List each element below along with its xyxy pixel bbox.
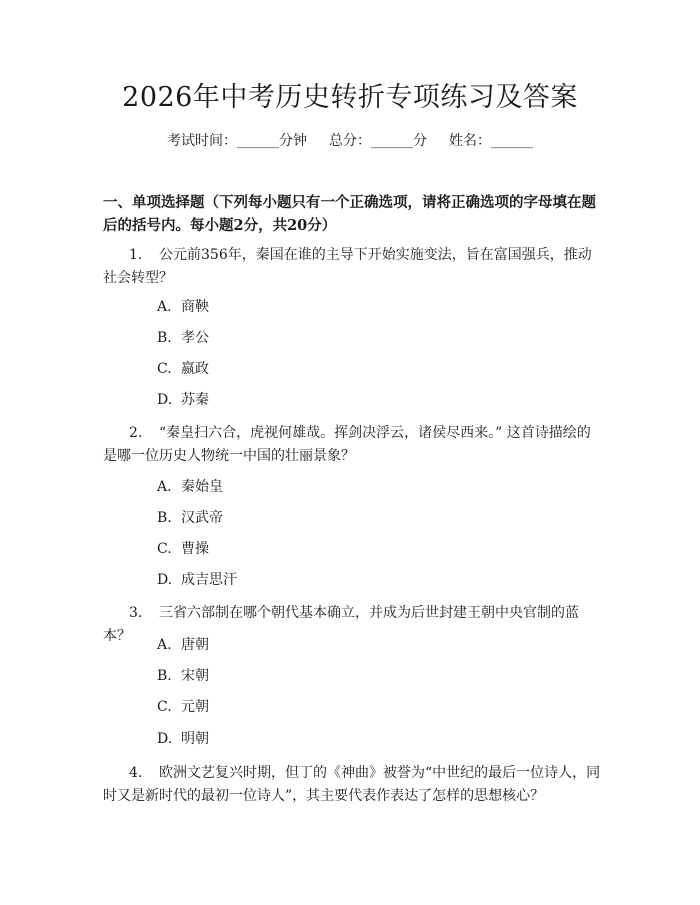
option-letter: B. [157,668,172,684]
option-letter: D. [157,731,173,747]
total-score-field: 总分：______分 [329,133,427,149]
option-letter: A. [157,479,172,495]
option-letter: C. [157,699,172,715]
option-letter: D. [157,392,173,408]
option-text: 元朝 [181,699,209,715]
exam-meta-line [0,131,700,151]
option-text: 孝公 [181,330,209,346]
question-1 [103,244,603,290]
question-3-option-d [157,729,209,749]
question-number: 4. [129,765,143,781]
option-text: 成吉思汗 [181,572,237,588]
option-letter: C. [157,361,172,377]
option-letter: B. [157,330,172,346]
question-text: 三省六部制在哪个朝代基本确立，并成为后世封建王朝中央官制的蓝本？ [103,605,579,644]
question-number: 3. [129,605,143,621]
question-3-option-c [157,697,209,717]
student-name-field: 姓名：______ [449,133,533,149]
option-text: 唐朝 [181,637,209,653]
question-1-option-b [157,328,209,348]
section-heading: 一、单项选择题（下列每小题只有一个正确选项，请将正确选项的字母填在题后的括号内。每小题2分，共20分） [103,194,596,234]
option-letter: A. [157,637,172,653]
option-text: 汉武帝 [181,510,223,526]
option-text: 宋朝 [181,668,209,684]
option-text: 苏秦 [181,392,209,408]
question-4 [103,762,603,808]
option-letter: A. [157,299,172,315]
question-1-option-d [157,390,209,410]
question-2-option-c [157,539,209,559]
option-text: 明朝 [181,731,209,747]
question-text: 欧洲文艺复兴时期，但丁的《神曲》被誉为“中世纪的最后一位诗人，同时又是新时代的最初一位诗人”，其主要代表作表达了怎样的思想核心？ [103,765,601,804]
option-letter: B. [157,510,172,526]
question-2-option-d [157,570,237,590]
question-1-option-a [157,297,209,317]
question-3-option-b [157,666,209,686]
question-text: 公元前356年，秦国在谁的主导下开始实施变法，旨在富国强兵，推动社会转型？ [103,247,592,286]
question-text: “秦皇扫六合，虎视何雄哉。挥剑决浮云，诸侯尽西来。” 这首诗描绘的是哪一位历史人物统一中国的壮丽景象？ [103,425,591,464]
question-1-option-c [157,359,209,379]
option-letter: C. [157,541,172,557]
question-2-option-b [157,508,223,528]
option-text: 嬴政 [181,361,209,377]
question-2-option-a [157,477,223,497]
option-text: 秦始皇 [181,479,223,495]
question-number: 2. [129,425,143,441]
page-title: 2026年中考历史转折专项练习及答案 [122,82,578,113]
option-text: 曹操 [181,541,209,557]
option-text: 商鞅 [181,299,209,315]
exam-time-field: 考试时间：______分钟 [167,133,307,149]
question-3-option-a [157,635,209,655]
question-2 [103,422,603,468]
question-number: 1. [129,247,143,263]
option-letter: D. [157,572,173,588]
